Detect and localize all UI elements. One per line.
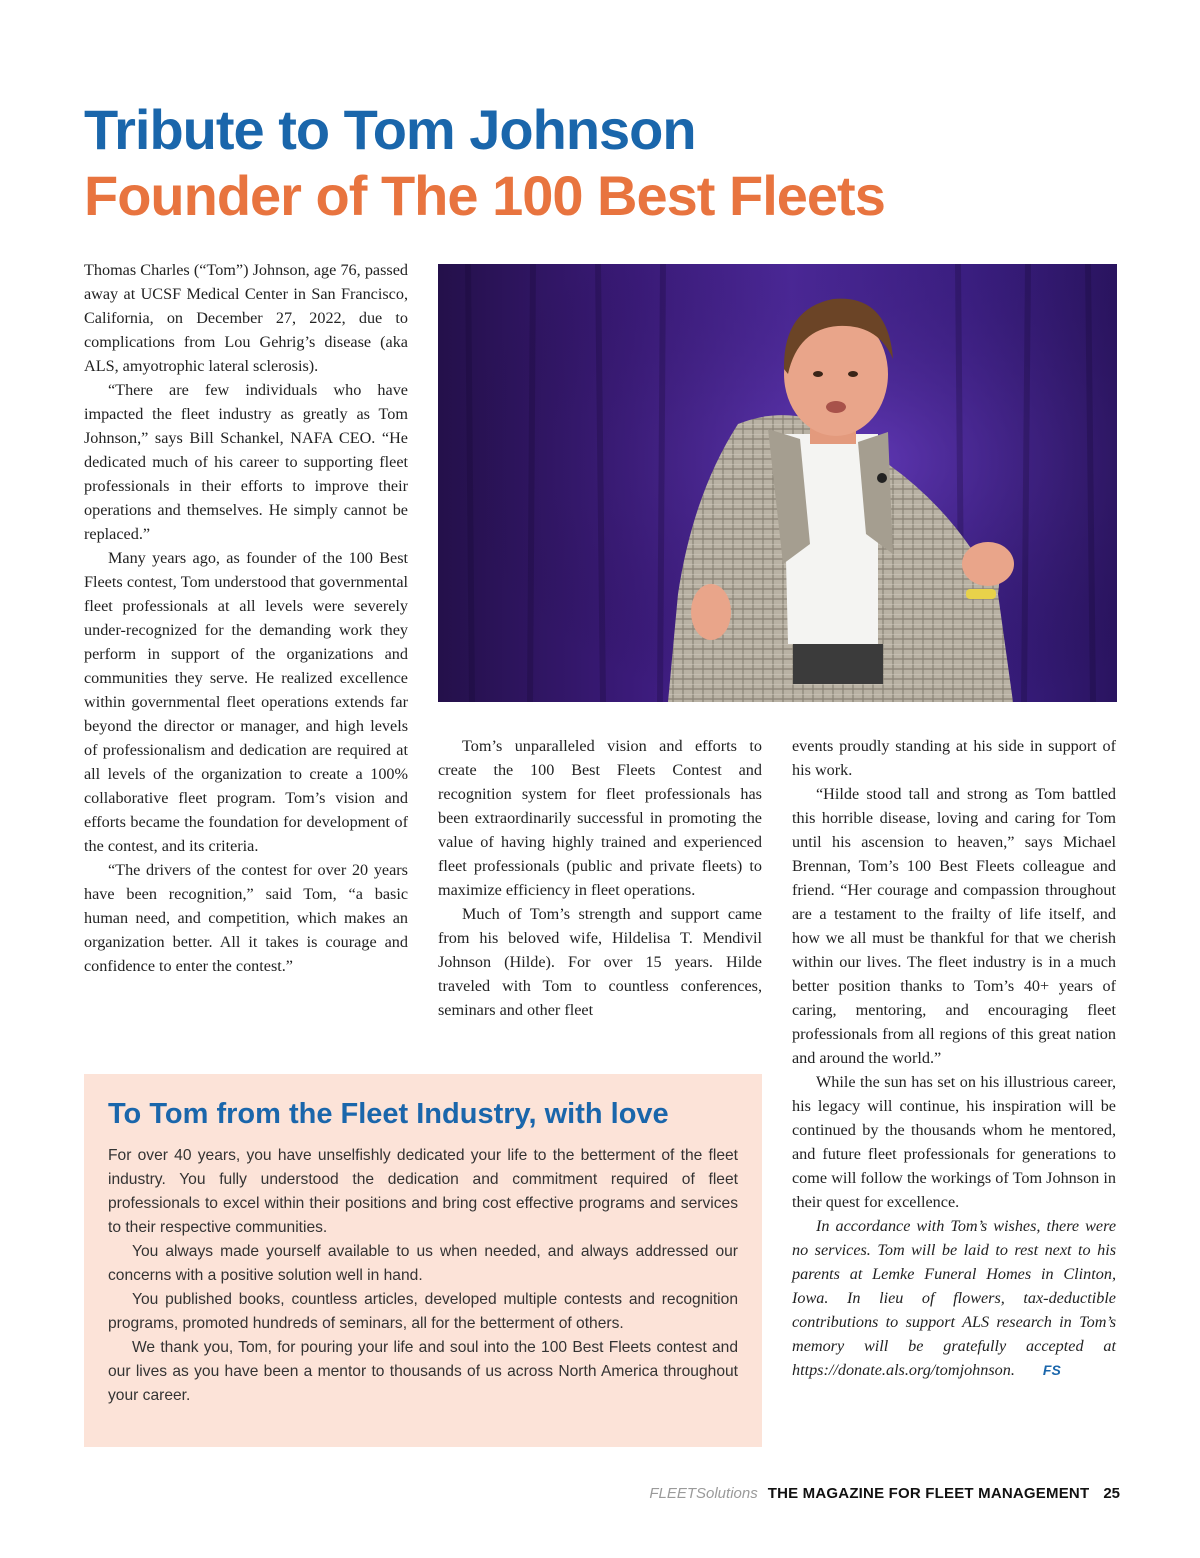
- sidebar-paragraph: We thank you, Tom, for pouring your life and soul into the 100 Best Fleets contest and our lives as you have been a mentor to thousands of us across North America throughout your career.: [108, 1339, 738, 1404]
- headline-line-1: Tribute to Tom Johnson: [84, 98, 696, 161]
- article-paragraph: “There are few individuals who have impacted the fleet industry as greatly as Tom Johnson,” says Bill Schankel, NAFA CEO. “He dedicated much of his career to supporting fleet professionals in their efforts to improve their operations and themselves. He simply cannot be replaced.”: [84, 381, 408, 543]
- article-paragraph: Thomas Charles (“Tom”) Johnson, age 76, passed away at UCSF Medical Center in San Francisco, California, on December 27, 2022, due to complications from Lou Gehrig’s disease (aka ALS, amyotrophic lateral sclerosis).: [84, 261, 408, 375]
- sidebar-title: To Tom from the Fleet Industry, with love: [108, 1098, 669, 1130]
- article-paragraph: While the sun has set on his illustrious career, his legacy will continue, his inspiration will be continued by the thousands whom he mentored, and future fleet professionals for generations to come will follow the workings of Tom Johnson in their quest for excellence.: [792, 1073, 1116, 1211]
- article-paragraph: Much of Tom’s strength and support came from his beloved wife, Hildelisa T. Mendivil Johnson (Hilde). For over 15 years. Hilde traveled with Tom to countless conferences, seminars and other fleet: [438, 905, 762, 1019]
- sidebar-paragraph: You published books, countless articles, developed multiple contests and recognition programs, promoted hundreds of seminars, all for the betterment of others.: [108, 1291, 738, 1332]
- article-paragraph: “Hilde stood tall and strong as Tom battled this horrible disease, loving and caring for Tom until his ascension to heaven,” says Michael Brennan, Tom’s 100 Best Fleets colleague and friend. “Her courage and compassion throughout are a testament to the frailty of life itself, and how we all must be thankful for that we cherish within our lives. The fleet industry is in a much better position thanks to Tom’s 40+ years of caring, mentoring, and encouraging fleet professionals from all regions of this great nation and around the world.”: [792, 785, 1116, 1067]
- headline-line-2: Founder of The 100 Best Fleets: [84, 164, 885, 227]
- page-number: 25: [1103, 1485, 1120, 1502]
- article-paragraph: events proudly standing at his side in support of his work.: [792, 737, 1116, 779]
- article-paragraph: “The drivers of the contest for over 20 years have been recognition,” said Tom, “a basic human need, and competition, which makes an organization better. All it takes is courage and confidence to enter the contest.”: [84, 861, 408, 975]
- page-footer: [560, 1484, 1120, 1504]
- tribute-sidebar: [84, 1074, 762, 1447]
- article-column-3: [792, 734, 1116, 1382]
- closing-text: In accordance with Tom’s wishes, there were no services. Tom will be laid to rest next to his parents at Lemke Funeral Homes in Clinton, Iowa. In lieu of flowers, tax-deductible contributions to support ALS research in Tom’s memory will be gratefully accepted at https://donate.als.org/tomjohnson.: [792, 1217, 1116, 1379]
- article-column-1: [84, 258, 408, 978]
- sidebar-paragraph: You always made yourself available to us when needed, and always addressed our concerns with a positive solution well in hand.: [108, 1243, 738, 1284]
- article-column-2: [438, 734, 762, 1022]
- sidebar-paragraph: For over 40 years, you have unselfishly dedicated your life to the betterment of the fleet industry. You fully understood the dedication and commitment required of fleet professionals to excel within their positions and bring cost effective programs and services to their respective communities.: [108, 1147, 738, 1236]
- magazine-tagline: THE MAGAZINE FOR FLEET MANAGEMENT: [767, 1485, 1090, 1502]
- closing-paragraph: [792, 1214, 1116, 1382]
- speaker-photo: [438, 264, 1117, 702]
- fs-end-mark-icon: FS: [1042, 1362, 1061, 1378]
- article-paragraph: Many years ago, as founder of the 100 Best Fleets contest, Tom understood that governmental fleet professionals at all levels were severely under-recognized for the demanding work they perform in support of the organizations and communities they serve. He realized excellence within governmental fleet operations extends far beyond the director or manager, and high levels of professionalism and dedication are required at all levels of the organization to create a 100% collaborative fleet program. Tom’s vision and efforts became the foundation for development of the contest, and its criteria.: [84, 549, 408, 855]
- article-paragraph: Tom’s unparalleled vision and efforts to create the 100 Best Fleets Contest and recognition system for fleet professionals has been extraordinarily successful in promoting the value of having highly trained and experienced fleet professionals (public and private fleets) to maximize efficiency in fleet operations.: [438, 737, 762, 899]
- magazine-brand: FLEETSolutions: [649, 1485, 758, 1502]
